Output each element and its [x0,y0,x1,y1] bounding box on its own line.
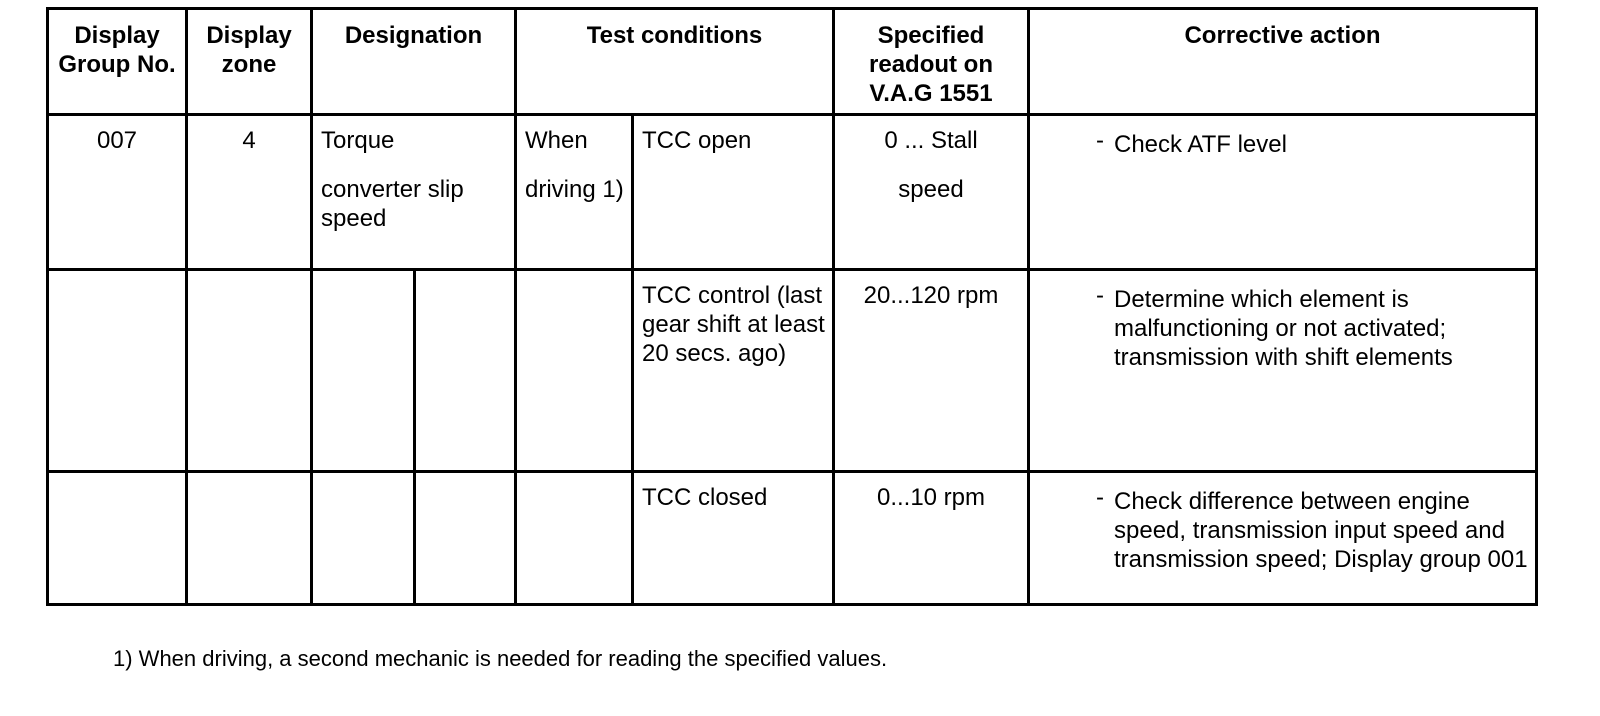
corrective-action-text: Determine which element is malfunctioning or not activated; transmission with shift elements [1114,286,1453,371]
dash-bullet: - [1096,484,1104,511]
empty-cell [312,472,415,605]
empty-cell [187,270,312,472]
condition-cell: TCC control (last gear shift at least 20 secs. ago) [633,270,834,472]
corrective-action-text: Check ATF level [1114,131,1287,158]
readout-line-2: speed [898,176,964,203]
condition-when-cell [516,115,633,270]
table-row [48,115,1537,270]
dash-bullet: - [1096,127,1104,154]
condition-when-line-2: driving 1) [525,176,624,203]
display-zone-cell: 4 [187,115,312,270]
table-row [48,270,1537,472]
condition-when-line-1: When [525,127,588,154]
header-specified-readout: Specified readout on V.A.G 1551 [834,9,1029,115]
designation-line-1: Torque [321,127,395,154]
designation-cell [312,115,516,270]
header-display-group: Display Group No. [48,9,187,115]
corrective-action-cell [1029,472,1537,605]
empty-cell [415,472,516,605]
header-display-zone: Display zone [187,9,312,115]
dash-bullet: - [1096,282,1104,309]
corrective-action-text: Check difference between engine speed, transmission input speed and transmission speed; Display group 001 [1114,488,1528,573]
header-test-conditions: Test conditions [516,9,834,115]
header-corrective-action: Corrective action [1029,9,1537,115]
readout-cell [834,115,1029,270]
condition-cell: TCC closed [633,472,834,605]
header-row [48,9,1537,115]
corrective-action-cell [1029,115,1537,270]
empty-cell [48,270,187,472]
diagnostic-table [46,7,1538,606]
empty-cell [516,472,633,605]
empty-cell [312,270,415,472]
readout-line-1: 0 ... Stall [884,127,978,154]
readout-cell: 0...10 rpm [834,472,1029,605]
empty-cell [187,472,312,605]
footnote: 1) When driving, a second mechanic is needed for reading the specified values. [113,646,888,671]
table-row [48,472,1537,605]
header-designation: Designation [312,9,516,115]
empty-cell [48,472,187,605]
corrective-action-cell [1029,270,1537,472]
condition-cell: TCC open [633,115,834,270]
designation-line-2: converter slip speed [321,176,464,232]
readout-cell: 20...120 rpm [834,270,1029,472]
display-group-cell: 007 [48,115,187,270]
empty-cell [415,270,516,472]
empty-cell [516,270,633,472]
